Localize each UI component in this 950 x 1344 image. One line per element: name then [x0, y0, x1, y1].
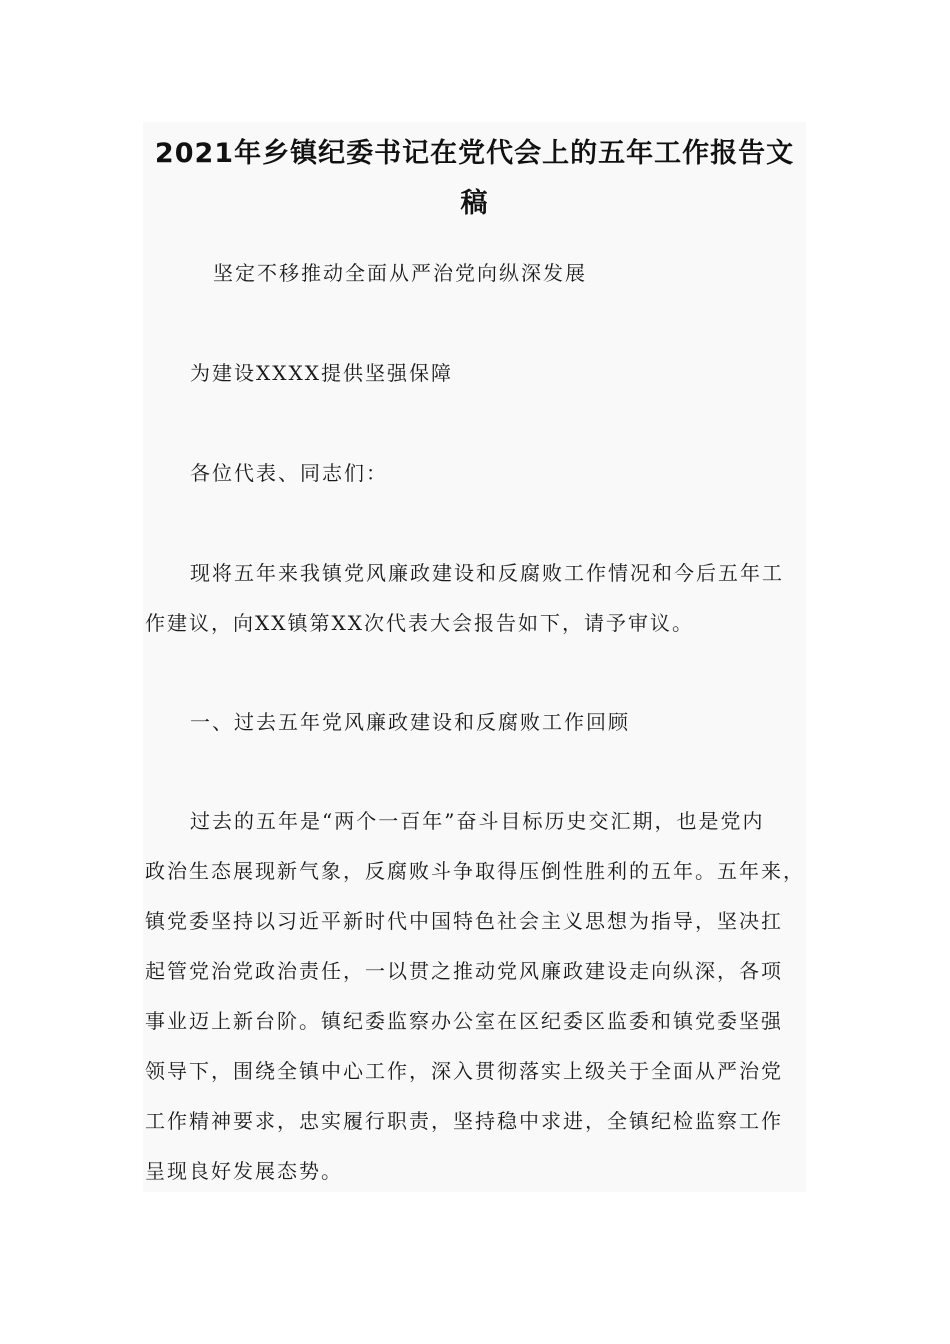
- review-line: 过去的五年是“两个一百年”奋斗目标历史交汇期，也是党内: [190, 809, 765, 833]
- document-title: [143, 132, 806, 232]
- review-line: 领导下，围绕全镇中心工作，深入贯彻落实上级关于全面从严治党: [145, 1059, 783, 1083]
- review-line: 政治生态展现新气象，反腐败斗争取得压倒性胜利的五年。五年来，: [145, 859, 805, 883]
- section-heading: [145, 697, 805, 747]
- review-line: 镇党委坚持以习近平新时代中国特色社会主义思想为指导，坚决扛: [145, 909, 783, 933]
- section-heading-text: 一、过去五年党风廉政建设和反腐败工作回顾: [190, 710, 630, 734]
- review-line: 起管党治党政治责任，一以贯之推动党风廉政建设走向纵深，各项: [145, 959, 783, 983]
- intro-paragraph: [145, 548, 805, 648]
- review-paragraph: [145, 796, 805, 1196]
- salutation: [145, 448, 805, 498]
- subtitle-1-text: 坚定不移推动全面从严治党向纵深发展: [213, 261, 587, 285]
- title-line-1: 2021年乡镇纪委书记在党代会上的五年工作报告文: [154, 138, 795, 169]
- salutation-text: 各位代表、同志们：: [190, 461, 388, 485]
- review-line: 呈现良好发展态势。: [145, 1159, 343, 1183]
- subtitle-1: [145, 248, 805, 298]
- intro-line: 作建议，向XX镇第XX次代表大会报告如下，请予审议。: [145, 611, 694, 635]
- intro-line: 现将五年来我镇党风廉政建设和反腐败工作情况和今后五年工: [190, 561, 784, 585]
- subtitle-2: [145, 348, 805, 398]
- review-line: 事业迈上新台阶。镇纪委监察办公室在区纪委区监委和镇党委坚强: [145, 1009, 783, 1033]
- title-line-2: 稿: [460, 188, 489, 219]
- review-line: 工作精神要求，忠实履行职责，坚持稳中求进，全镇纪检监察工作: [145, 1109, 783, 1133]
- subtitle-2-text: 为建设XXXX提供坚强保障: [190, 361, 453, 385]
